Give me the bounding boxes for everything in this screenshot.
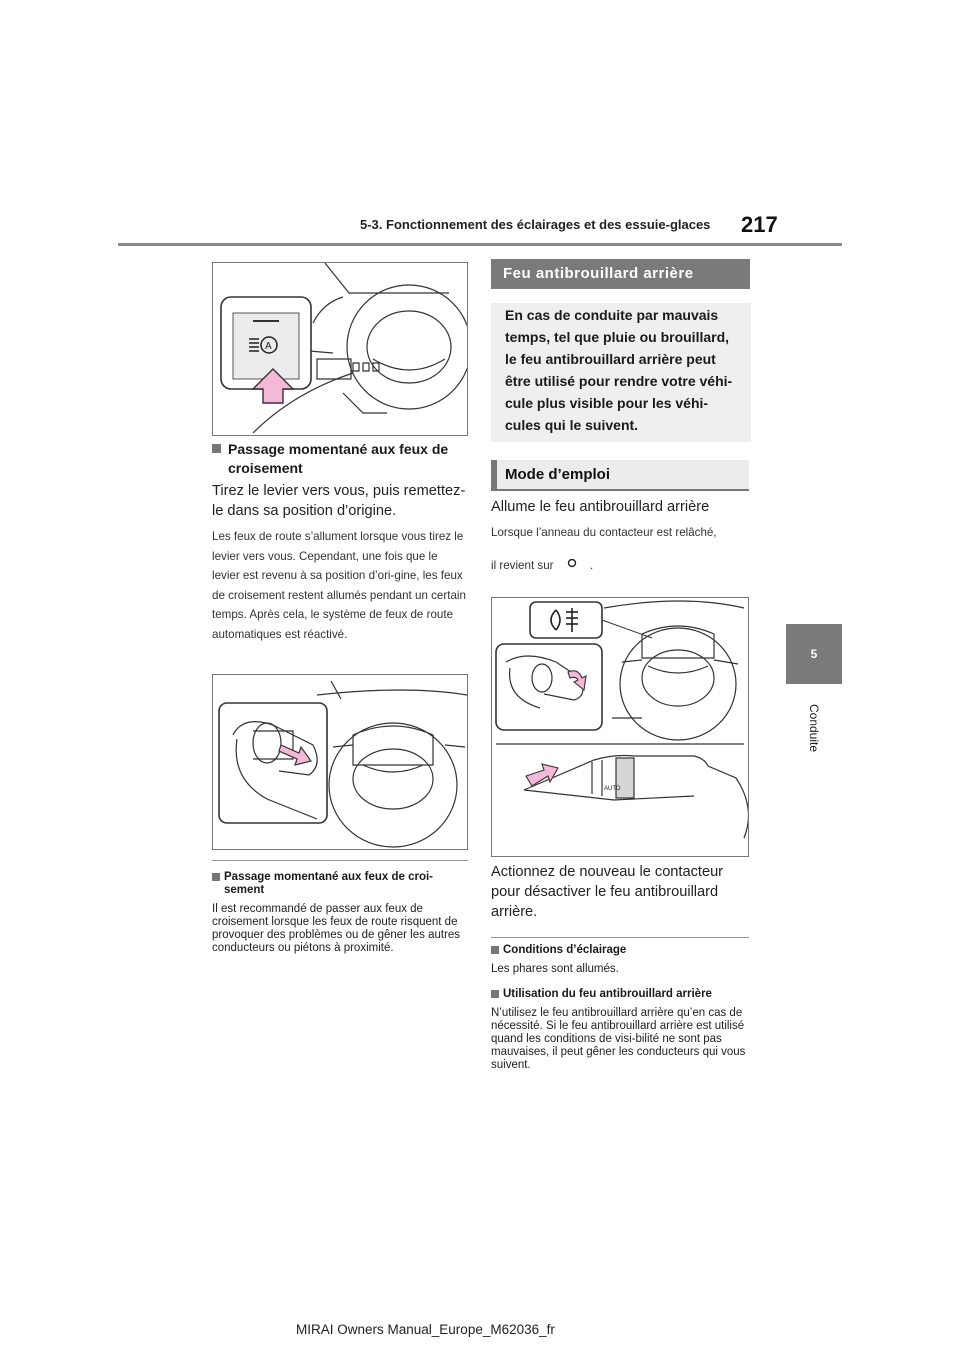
chapter-tab bbox=[786, 624, 842, 684]
note-separator-right bbox=[491, 937, 749, 938]
figure-rear-fog-switch bbox=[491, 597, 749, 857]
note-bullet bbox=[212, 873, 220, 881]
chapter-number: 5 bbox=[810, 647, 818, 661]
intro-box: En cas de conduite par mauvais temps, tel que pluie ou brouillard, le feu antibrouillard arrière peut être utilisé pour rendre votre véhi-cule plus visible pour les véhi-cules qui le suivent. bbox=[491, 303, 751, 442]
off-instruction: Actionnez de nouveau le contacteur pour désactiver le feu antibrouillard arrière. bbox=[491, 864, 724, 920]
step-instruction: Allume le feu antibrouillard arrière bbox=[491, 499, 710, 515]
note-heading-usage: Utilisation du feu antibrouillard arrière bbox=[491, 988, 749, 1001]
figure-rear-fog-drawing bbox=[492, 598, 748, 856]
note-bullet bbox=[491, 990, 499, 998]
page-number: 217 bbox=[741, 212, 778, 237]
step-note-line2 bbox=[491, 556, 749, 576]
detail-paragraph: Les feux de route s’allument lorsque vous tirez le levier vers vous. Cependant, une fois que le levier est revenu à sa position d’ori-gine, les feux de croisement restent allumés pendant un certain temps. Après cela, le système de feux de route automatiques est réactivé. bbox=[212, 530, 466, 641]
note-heading-flash: Passage momentané aux feux de croi-sement bbox=[212, 871, 466, 897]
figure-auto-high-beam-drawing bbox=[213, 263, 467, 435]
figure-auto-high-beam-button bbox=[212, 262, 468, 436]
note-heading-conditions: Conditions d’éclairage bbox=[491, 944, 749, 957]
banner-rear-fog: Feu antibrouillard arrière bbox=[491, 259, 750, 289]
banner-mode-text: Mode d’emploi bbox=[505, 466, 610, 483]
switch-auto-label: AUTO bbox=[604, 786, 621, 792]
banner-mode-emploi bbox=[491, 460, 749, 491]
chapter-label bbox=[806, 693, 822, 763]
note-body-conditions: Les phares sont allumés. bbox=[491, 963, 619, 975]
step-note-end: . bbox=[589, 559, 594, 572]
note-bullet bbox=[491, 946, 499, 954]
note-body-flash: Il est recommandé de passer aux feux de croisement lorsque les feux de route risquent de provoquer des problèmes ou de gêner les autres conducteurs ou piétons à proximité. bbox=[212, 903, 461, 954]
step-note-text: il revient sur bbox=[491, 559, 554, 572]
note-body-usage: N’utilisez le feu antibrouillard arrière qu’en cas de nécessité. Si le feu antibrouillard arrière est utilisé quand les conditions de visi-bilité ne sont pas mauvaises, il peut gêner les conducteurs qui vous suivent. bbox=[491, 1007, 746, 1071]
header-rule bbox=[118, 243, 842, 246]
note-separator bbox=[212, 860, 468, 861]
chapter-label-text: Conduite bbox=[807, 703, 821, 753]
figure-pull-lever bbox=[212, 674, 468, 850]
step-note-line1: Lorsque l’anneau du contacteur est relâché, bbox=[491, 526, 717, 539]
lead-instruction: Tirez le levier vers vous, puis remettez-le dans sa position d’origine. bbox=[212, 483, 466, 519]
footer-doc-id: MIRAI Owners Manual_Europe_M62036_fr bbox=[296, 1322, 555, 1337]
heading-flash-low-beam: Passage momentané aux feux de croisement bbox=[212, 440, 466, 478]
banner-bar bbox=[491, 460, 497, 489]
svg-text:A: A bbox=[265, 341, 272, 352]
figure-pull-lever-drawing bbox=[213, 675, 467, 849]
heading-bullet bbox=[212, 444, 221, 453]
off-position-icon bbox=[557, 559, 587, 573]
section-title: 5-3. Fonctionnement des éclairages et des essuie-glaces bbox=[360, 217, 711, 232]
